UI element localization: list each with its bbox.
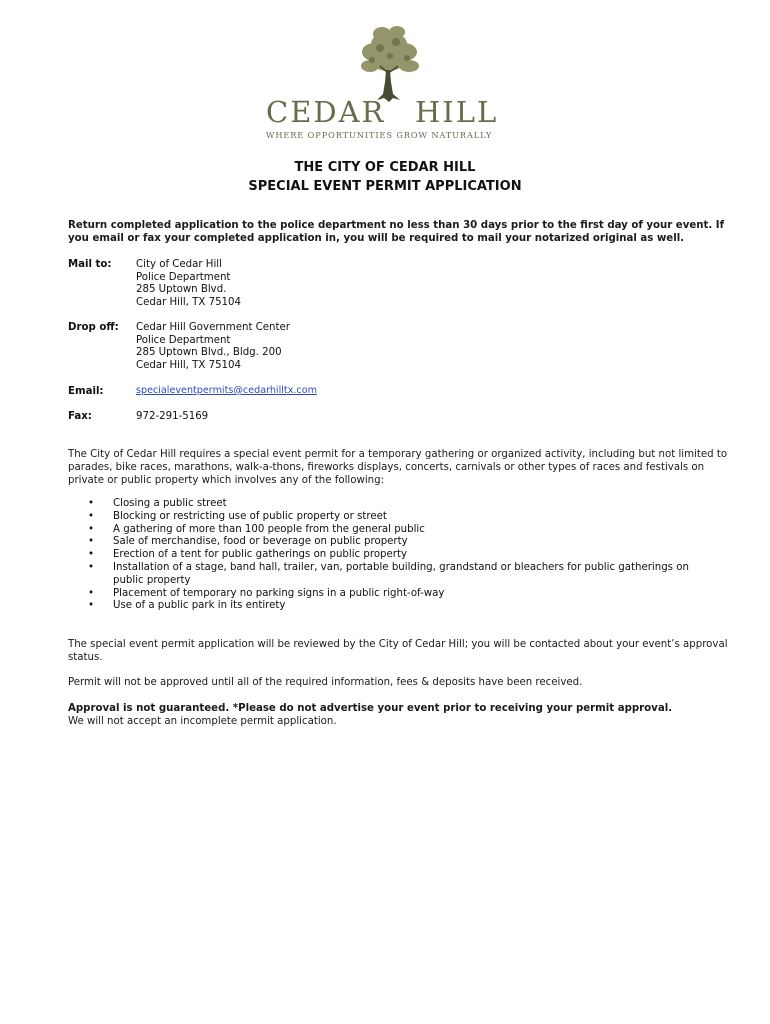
bullet-icon: •: [88, 587, 95, 599]
list-item: [88, 498, 708, 511]
notice-normal: We will not accept an incomplete permit application.: [68, 715, 337, 727]
mail-to-line: Police Department: [136, 272, 231, 283]
fax-number: 972-291-5169: [136, 411, 209, 422]
review-paragraph: The special event permit application will be reviewed by the City of Cedar Hill; you will be contacted about your event’s approval status.: [68, 639, 728, 663]
notice-block: [68, 703, 728, 729]
drop-off-line: 285 Uptown Blvd., Bldg. 200: [136, 347, 282, 358]
bullet-icon: •: [88, 561, 95, 573]
drop-off-line: Cedar Hill, TX 75104: [136, 360, 241, 371]
list-item-text: Placement of temporary no parking signs in a public right-of-way: [113, 587, 445, 599]
list-item-text: Use of a public park in its entirety: [113, 600, 286, 612]
approval-paragraph: Permit will not be approved until all of the required information, fees & deposits have been received.: [68, 677, 583, 688]
list-item: [88, 549, 708, 562]
drop-off-line: Police Department: [136, 335, 231, 346]
list-item-text: A gathering of more than 100 people from the general public: [113, 523, 425, 535]
list-item-text: Installation of a stage, band hall, trailer, van, portable building, grandstand or bleachers for public gatherings on public property: [113, 561, 689, 586]
list-item-text: Sale of merchandise, food or beverage on public property: [113, 536, 408, 548]
requirements-list: [88, 498, 708, 613]
list-item: [88, 562, 708, 588]
bullet-icon: •: [88, 536, 95, 548]
bullet-icon: •: [88, 549, 95, 561]
bullet-icon: •: [88, 498, 95, 509]
mail-to-line: 285 Uptown Blvd.: [136, 284, 227, 295]
list-item-text: Erection of a tent for public gatherings on public property: [113, 549, 407, 561]
page-subtitle: SPECIAL EVENT PERMIT APPLICATION: [248, 179, 522, 194]
mail-to-line: Cedar Hill, TX 75104: [136, 297, 241, 308]
drop-off-label: Drop off:: [68, 322, 119, 333]
drop-off-line: Cedar Hill Government Center: [136, 322, 290, 333]
list-item: [88, 600, 708, 613]
list-item: [88, 588, 708, 601]
mail-to-line: City of Cedar Hill: [136, 259, 222, 270]
list-item-text: Blocking or restricting use of public property or street: [113, 510, 387, 522]
email-label: Email:: [68, 386, 104, 397]
logo-word-cedar: CEDAR: [266, 95, 386, 129]
requirement-paragraph: The City of Cedar Hill requires a special event permit for a temporary gathering or organized activity, including but not limited to parades, bike races, marathons, walk-a-thons, fireworks displays, concerts, carnivals or other types of races and festivals on private or public property which involves any of the following:: [68, 449, 728, 486]
bullet-icon: •: [88, 523, 95, 535]
bullet-icon: •: [88, 510, 95, 522]
notice-bold: Approval is not guaranteed. *Please do not advertise your event prior to receiving your permit approval.: [68, 703, 673, 714]
page-title: THE CITY OF CEDAR HILL: [294, 160, 476, 175]
cedar-hill-logo: [262, 22, 512, 140]
bullet-icon: •: [88, 600, 95, 612]
list-item: [88, 536, 708, 549]
mail-to-label: Mail to:: [68, 259, 112, 270]
fax-label: Fax:: [68, 411, 92, 422]
logo-word-hill: HILL: [415, 95, 499, 129]
list-item-text: Closing a public street: [113, 498, 227, 509]
intro-instructions: Return completed application to the police department no less than 30 days prior to the first day of your event. If you email or fax your completed application in, you will be required to mail your notarized original as well.: [68, 220, 725, 244]
list-item: [88, 524, 708, 537]
logo-tagline: WHERE OPPORTUNITIES GROW NATURALLY: [266, 130, 493, 140]
list-item: [88, 511, 708, 524]
email-link[interactable]: specialeventpermits@cedarhilltx.com: [136, 385, 317, 396]
